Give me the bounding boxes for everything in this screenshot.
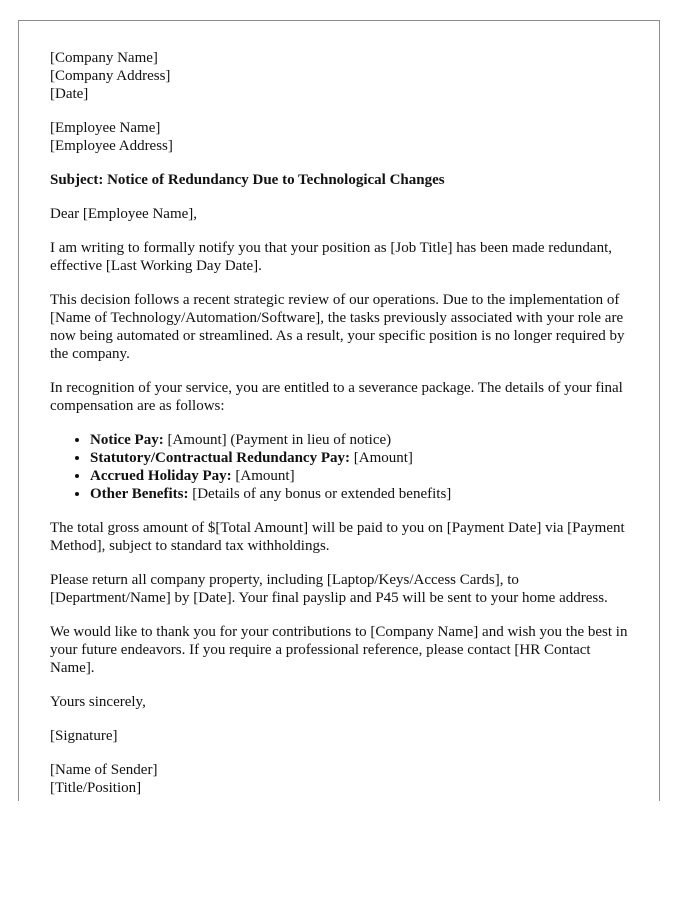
paragraph-reason: This decision follows a recent strategic review of our operations. Due to the implementation of [Name of Technology/Automation/Software], the tasks previously associated with your role are now being automated or streamlined. As a result, your specific position is no longer required by the company. [50, 292, 625, 362]
list-item [90, 485, 635, 503]
employee-name: [Employee Name] [50, 120, 161, 136]
list-item-detail: [Amount] [350, 450, 413, 466]
letter-body [50, 49, 635, 801]
employee-address: [Employee Address] [50, 138, 173, 154]
sender-name: [Name of Sender] [50, 762, 158, 778]
letter-date: [Date] [50, 86, 89, 102]
company-address: [Company Address] [50, 68, 171, 84]
sender-block [50, 49, 635, 103]
recipient-block [50, 119, 635, 155]
compensation-list [50, 431, 635, 503]
company-name: [Company Name] [50, 50, 158, 66]
list-item-term: Accrued Holiday Pay: [90, 468, 232, 484]
paragraph-thanks: We would like to thank you for your contributions to [Company Name] and wish you the best in your future endeavors. If you require a professional reference, please contact [HR Contact Name]. [50, 624, 628, 676]
list-item-detail: [Details of any bonus or extended benefits] [188, 486, 452, 502]
list-item-detail: [Amount] (Payment in lieu of notice) [163, 432, 392, 448]
paragraph-severance-intro: In recognition of your service, you are entitled to a severance package. The details of your final compensation are as follows: [50, 380, 623, 414]
list-item [90, 467, 635, 485]
sign-off: Yours sincerely, [50, 694, 146, 710]
paragraph-notification: I am writing to formally notify you that your position as [Job Title] has been made redundant, effective [Last Working Day Date]. [50, 240, 612, 274]
letter-page [18, 20, 660, 801]
paragraph-payment: The total gross amount of $[Total Amount] will be paid to you on [Payment Date] via [Payment Method], subject to standard tax withholdings. [50, 520, 625, 554]
list-item-term: Other Benefits: [90, 486, 189, 502]
subject-line: Subject: Notice of Redundancy Due to Technological Changes [50, 172, 445, 188]
sender-title: [Title/Position] [50, 780, 142, 796]
paragraph-property-return: Please return all company property, including [Laptop/Keys/Access Cards], to [Department/Name] by [Date]. Your final payslip and P45 will be sent to your home address. [50, 572, 608, 606]
list-item-term: Notice Pay: [90, 432, 164, 448]
sender-signature-block [50, 761, 635, 797]
list-item-detail: [Amount] [231, 468, 295, 484]
list-item-term: Statutory/Contractual Redundancy Pay: [90, 450, 351, 466]
signature-placeholder: [Signature] [50, 728, 118, 744]
list-item [90, 431, 635, 449]
salutation: Dear [Employee Name], [50, 206, 198, 222]
list-item [90, 449, 635, 467]
